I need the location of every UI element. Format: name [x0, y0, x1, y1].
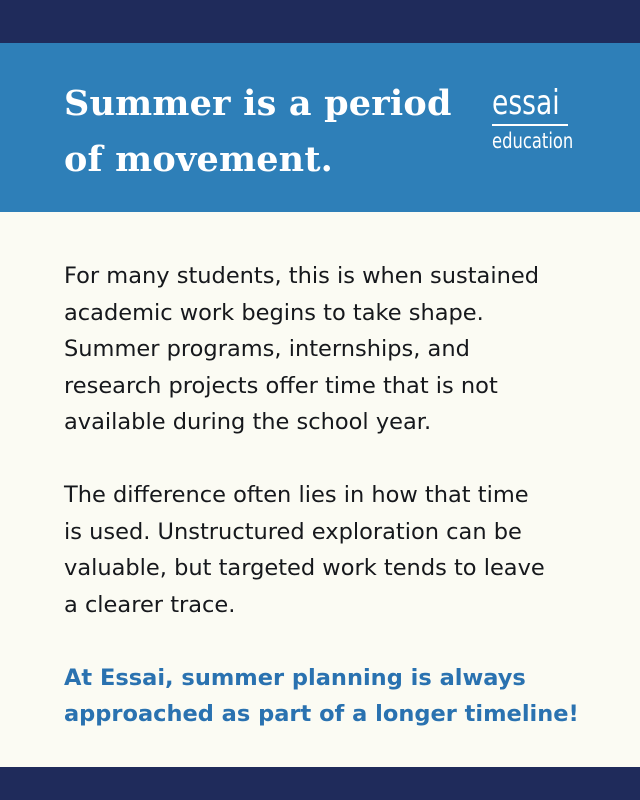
body-copy — [64, 258, 594, 733]
logo-word: essai — [492, 83, 560, 123]
paragraph-difference — [64, 477, 594, 623]
essai-education-logo — [492, 83, 574, 153]
logo-divider — [492, 124, 568, 126]
text-line: academic work begins to take shape. — [64, 299, 484, 326]
bottom-band — [0, 767, 640, 800]
text-line: research projects offer time that is not — [64, 372, 498, 399]
text-line: available during the school year. — [64, 409, 432, 435]
title-line: Summer is a period — [64, 83, 452, 124]
title-line: of movement. — [64, 139, 334, 180]
highlight-callout — [64, 660, 594, 733]
paragraph-intro — [64, 258, 594, 441]
logo-subtitle: education — [492, 129, 574, 153]
text-line: The difference often lies in how that time — [64, 482, 529, 508]
text-line: is used. Unstructured exploration can be — [64, 518, 522, 545]
text-line: approached as part of a longer timeline! — [64, 701, 579, 727]
text-line: For many students, this is when sustained — [64, 263, 539, 289]
text-line: Summer programs, internships, and — [64, 336, 470, 362]
top-band — [0, 0, 640, 43]
text-line: a clearer trace. — [64, 591, 236, 618]
text-line: valuable, but targeted work tends to leave — [64, 555, 545, 581]
text-line: At Essai, summer planning is always — [64, 664, 526, 691]
page-title — [64, 76, 464, 188]
